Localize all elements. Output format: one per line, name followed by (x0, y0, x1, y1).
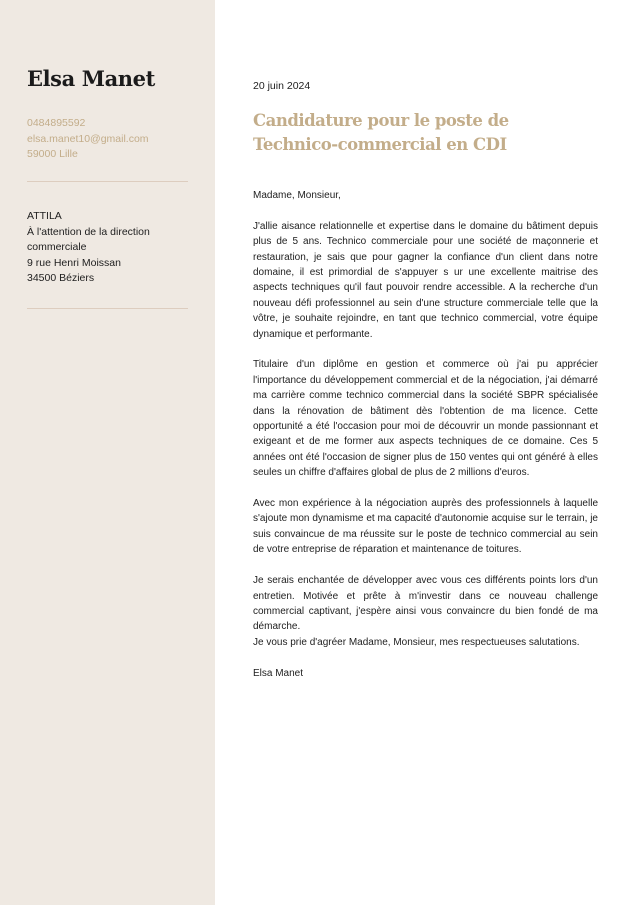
recipient-street: 9 rue Henri Moissan (27, 256, 121, 269)
phone-number: 0484895592 (27, 117, 86, 129)
sidebar (0, 0, 215, 905)
sender-city: 59000 Lille (27, 148, 78, 160)
letter-paragraph-1: J'allie aisance relationnelle et expertise dans le domaine du bâtiment depuis plus de 5 ans. Technico commerciale pour une société de maçonnerie et restauration, je sais que pour gagner la confiance d'un client dans notre domaine, il est primordial de s'appuyer s ur une excellente maitrise des aspects techniques qu'il faut pouvoir rendre accessible. A la recherche d'un nouveau défi professionnel au sein d'une structure commerciale telle que la vôtre, je souhaite rejoindre, en tant que technico commercial, votre équipe dynamique et performante. (253, 220, 598, 340)
letter-subject: Candidature pour le poste de Technico-commercial en CDI (253, 111, 509, 154)
letter-body (253, 78, 598, 696)
sidebar-divider-bottom (27, 308, 188, 309)
sender-name: Elsa Manet (27, 66, 155, 91)
salutation: Madame, Monsieur, (253, 190, 341, 201)
letter-paragraph-2: Titulaire d'un diplôme en gestion et commerce où j'ai pu apprécier l'importance du développement commercial et de la négociation, j'ai démarré ma carrière comme technico commercial dans la société SBPR spécialisée dans la rénovation de bâtiment dès l'obtention de ma licence. Cette opportunité a été l'occasion pour moi de découvrir un monde passionnant et exigeant et de me former aux aspects techniques de ce domaine. Ces 5 années ont été l'occasion de signer plus de 150 ventes qui ont généré à elles seules un chiffre d'affaires global de plus de 2 millions d'euros. (253, 359, 598, 479)
recipient-company: ATTILA (27, 210, 62, 222)
letter-paragraph-4: Je serais enchantée de développer avec vous ces différents points lors d'un entretien. Motivée et prête à m'investir dans ce nouveau challenge commercial captivant, j'espère ainsi vous convaincre du bien fondé de ma démarche. (253, 575, 598, 633)
contact-block (27, 116, 149, 163)
recipient-attention: À l'attention de la direction commerciale (27, 225, 150, 253)
recipient-block (27, 209, 202, 287)
sidebar-divider-top (27, 181, 188, 182)
letter-text (253, 188, 598, 681)
email-address: elsa.manet10@gmail.com (27, 132, 149, 145)
signature: Elsa Manet (253, 667, 304, 679)
letter-date: 20 juin 2024 (253, 80, 311, 92)
recipient-city: 34500 Béziers (27, 272, 95, 284)
closing-formula: Je vous prie d'agréer Madame, Monsieur, mes respectueuses salutations. (253, 636, 580, 648)
letter-paragraph-3: Avec mon expérience à la négociation auprès des professionnels à laquelle s'ajoute mon dynamisme et ma capacité d'autonomie acquise sur le terrain, je suis convaincue de ma réussite sur le poste de technico commercial au sein de votre entreprise de réparation et maintenance de toitures. (253, 498, 598, 556)
